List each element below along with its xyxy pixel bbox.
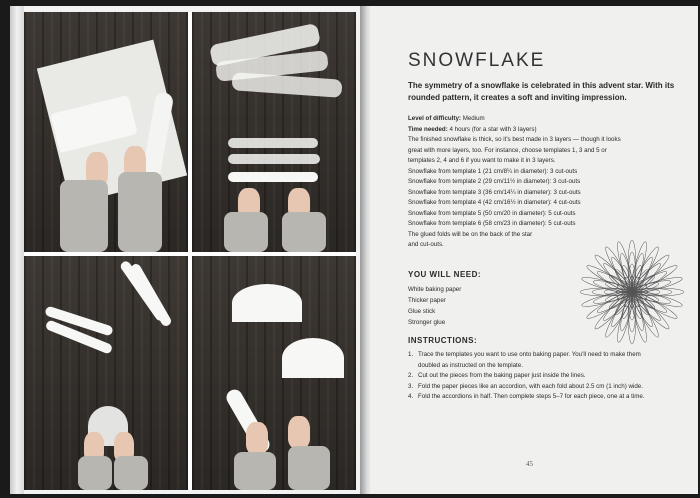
- body-line: Snowflake from template 3 (36 cm/14¼ in diameter): 3 cut-outs: [408, 188, 581, 196]
- left-hand: [246, 422, 268, 454]
- body-line: Snowflake from template 4 (42 cm/16½ in diameter): 4 cut-outs: [408, 199, 581, 206]
- needs-list: [408, 284, 461, 328]
- snowflake-petal: [603, 290, 636, 339]
- body-line: The finished snowflake is thick, so it's best made in 3 layers — though it looks: [408, 136, 621, 143]
- step-text: Fold the accordions in half. Then complete steps 5–7 for each piece, one at a time.: [418, 393, 645, 400]
- time-label: Time needed:: [408, 125, 448, 133]
- snowflake-petal: [603, 245, 636, 294]
- instructions-heading: INSTRUCTIONS:: [408, 336, 478, 345]
- step-text: Fold the paper pieces like an accordion, with each fold about 2.5 cm (1 inch) wide.: [418, 382, 643, 390]
- body-line: Snowflake from template 6 (58 cm/23 in diameter): 5 cut-outs: [408, 220, 576, 227]
- open-book: [10, 6, 698, 494]
- snowflake-petal: [585, 289, 634, 322]
- body-line: Snowflake from template 2 (29 cm/11½ in diameter): 3 cut-outs: [408, 178, 581, 185]
- snowflake-star-icon: [574, 234, 690, 350]
- right-sleeve: [288, 446, 330, 490]
- half-fan: [282, 338, 344, 378]
- snowflake-petal: [629, 290, 662, 339]
- body-line: The glued folds will be on the back of the star: [408, 230, 533, 238]
- list-item: White baking paper: [408, 286, 462, 293]
- right-sleeve: [114, 456, 148, 490]
- photo-cut-pieces: [192, 12, 356, 252]
- step-number: 1.: [408, 351, 414, 358]
- snowflake-petal: [629, 245, 662, 294]
- photo-tracing-template: [24, 12, 188, 252]
- left-sleeve: [78, 456, 112, 490]
- half-fan: [232, 284, 302, 322]
- body-line: templates 2, 4 and 6 if you want to make it in 3 layers.: [408, 157, 556, 164]
- folded-strip: [129, 262, 173, 328]
- right-hand: [288, 416, 310, 448]
- details-block: [408, 114, 683, 251]
- photo-gluing-fans: [192, 256, 356, 490]
- left-sleeve: [234, 452, 276, 490]
- difficulty-label: Level of difficulty:: [408, 115, 461, 122]
- right-sleeve: [282, 212, 326, 252]
- instruction-step: [408, 382, 653, 393]
- photo-accordion-folds: [24, 256, 188, 490]
- instruction-step: [408, 350, 653, 371]
- photo-grid: [24, 12, 356, 490]
- instruction-step: [408, 392, 653, 403]
- page-title: SNOWFLAKE: [408, 50, 546, 71]
- cut-piece: [228, 172, 318, 182]
- step-text: Cut out the pieces from the baking paper just inside the lines.: [418, 372, 586, 379]
- step-number: 3.: [408, 382, 414, 390]
- right-page: [370, 6, 698, 494]
- difficulty-value: Medium: [462, 115, 485, 122]
- right-sleeve: [118, 172, 162, 252]
- list-item: Stronger glue: [408, 319, 446, 326]
- step-text: Trace the templates you want to use onto baking paper. You'll need to make them doubled as instructed on the template.: [418, 351, 641, 369]
- page-number: 45: [526, 460, 533, 468]
- step-number: 4.: [408, 393, 414, 400]
- list-item: Glue stick: [408, 308, 436, 315]
- snowflake-petal: [585, 263, 634, 296]
- list-item: Thicker paper: [408, 297, 446, 304]
- body-line: Snowflake from template 5 (50 cm/20 in diameter): 5 cut-outs: [408, 209, 576, 217]
- left-sleeve: [60, 180, 108, 252]
- body-line: great with more layers, too. For instance, choose templates 1, 3 and 5 or: [408, 146, 607, 154]
- cut-piece: [232, 72, 343, 98]
- step-number: 2.: [408, 372, 414, 379]
- page-edge: [10, 6, 24, 494]
- left-page: [10, 6, 360, 494]
- cut-piece: [228, 138, 318, 148]
- needs-heading: YOU WILL NEED:: [408, 270, 482, 279]
- time-value: 4 hours (for a star with 3 layers): [449, 125, 537, 133]
- left-sleeve: [224, 212, 268, 252]
- difficulty-line: [408, 114, 683, 125]
- snowflake-petal: [630, 289, 679, 322]
- body-line: and cut-outs.: [408, 241, 444, 248]
- snowflake-petal: [630, 263, 679, 296]
- instructions-list: [408, 350, 653, 403]
- instruction-step: [408, 371, 653, 382]
- body-line: Snowflake from template 1 (21 cm/8¼ in diameter): 3 cut-outs: [408, 167, 578, 175]
- cut-piece: [228, 154, 320, 164]
- intro-text: The symmetry of a snowflake is celebrated in this advent star. With its rounded pattern, it creates a soft and inviting impression.: [408, 81, 675, 102]
- time-line: [408, 125, 683, 136]
